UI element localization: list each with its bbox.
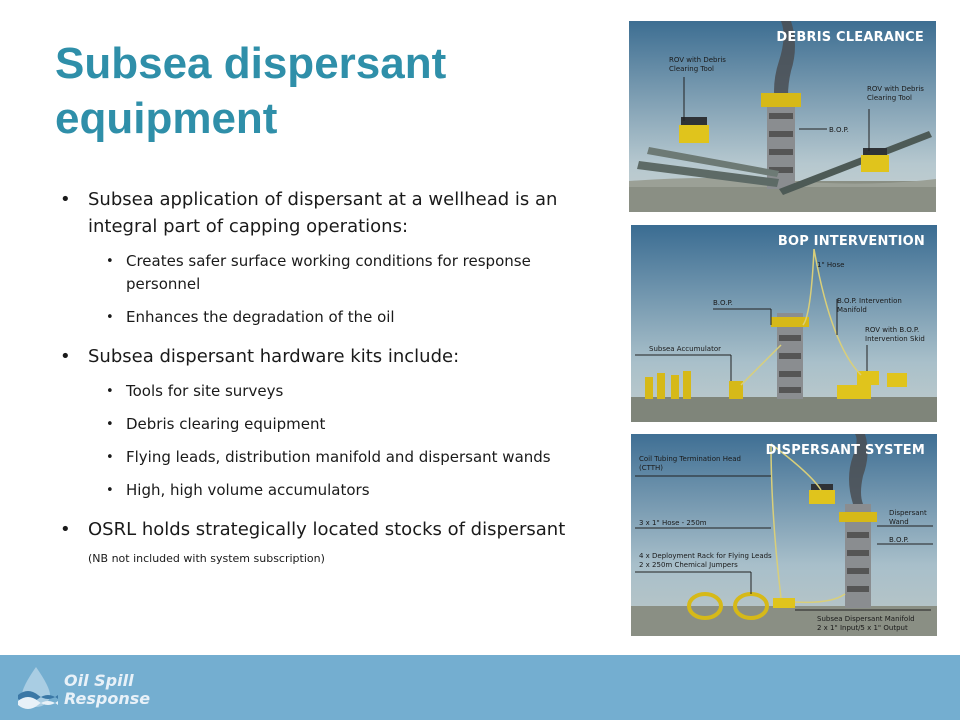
callout-text: 3 x 1" Hose - 250m [639,519,707,527]
callout-text: B.O.P. [829,126,849,134]
bullet-note: (NB not included with system subscription) [88,552,325,565]
bullet-text: OSRL holds strategically located stocks of dispersant [88,519,566,540]
debris-clearance-illustration [629,21,936,212]
footer-bar [0,655,960,720]
sub-bullet-item: • High, high volume accumulators [58,479,578,502]
callout-text: Dispersant [889,509,927,517]
callout-text: Intervention Skid [865,335,925,343]
callout-text: ROV with Debris [669,56,726,64]
bullet-item: • Subsea dispersant hardware kits include: [58,343,578,370]
callout-text: Clearing Tool [669,65,714,73]
dispersant-system-image [631,434,937,636]
callout-text: ROV with Debris [867,85,924,93]
bullet-item: • Subsea application of dispersant at a wellhead is an integral part of capping operations: [58,186,578,240]
bullet-list [58,186,578,572]
bullet-item [58,516,578,572]
bop-intervention-illustration [631,225,937,422]
panel-label: DISPERSANT SYSTEM [765,443,925,458]
callout-text: 1" Hose [817,261,845,269]
panel-label: DEBRIS CLEARANCE [776,30,924,45]
sub-bullet-item: • Tools for site surveys [58,380,578,403]
callout-text: Clearing Tool [867,94,912,102]
water-drop-icon [14,665,58,709]
callout-text: 4 x Deployment Rack for Flying Leads [639,552,772,560]
panel-label: BOP INTERVENTION [777,234,925,249]
callout-text: (CTTH) [639,464,664,472]
callout-text: Manifold [837,306,867,314]
callout-text: Wand [889,518,909,526]
callout-text: B.O.P. Intervention [837,297,902,305]
callout-text: 2 x 250m Chemical Jumpers [639,561,738,569]
callout-text: B.O.P. [713,299,733,307]
logo-text-line2: Response [64,689,151,708]
callout-text: ROV with B.O.P. [865,326,920,334]
sub-bullet-item: • Creates safer surface working conditions for response personnel [58,250,578,296]
logo-text-line1: Oil Spill [64,671,134,690]
sub-bullet-item: • Debris clearing equipment [58,413,578,436]
dispersant-system-illustration [631,434,937,636]
oil-spill-response-logo [14,665,154,713]
bop-intervention-image [631,225,937,422]
callout-text: B.O.P. [889,536,909,544]
callout-text: 2 x 1" Input/5 x 1" Output [817,624,908,632]
sub-bullet-item: • Enhances the degradation of the oil [58,306,578,329]
sub-bullet-item: • Flying leads, distribution manifold and dispersant wands [58,446,578,469]
debris-clearance-image [629,21,936,212]
slide-title: Subsea dispersant equipment [55,39,447,143]
callout-text: Subsea Dispersant Manifold [817,615,915,623]
callout-text: Subsea Accumulator [649,345,721,353]
callout-text: Coil Tubing Termination Head [639,455,742,463]
